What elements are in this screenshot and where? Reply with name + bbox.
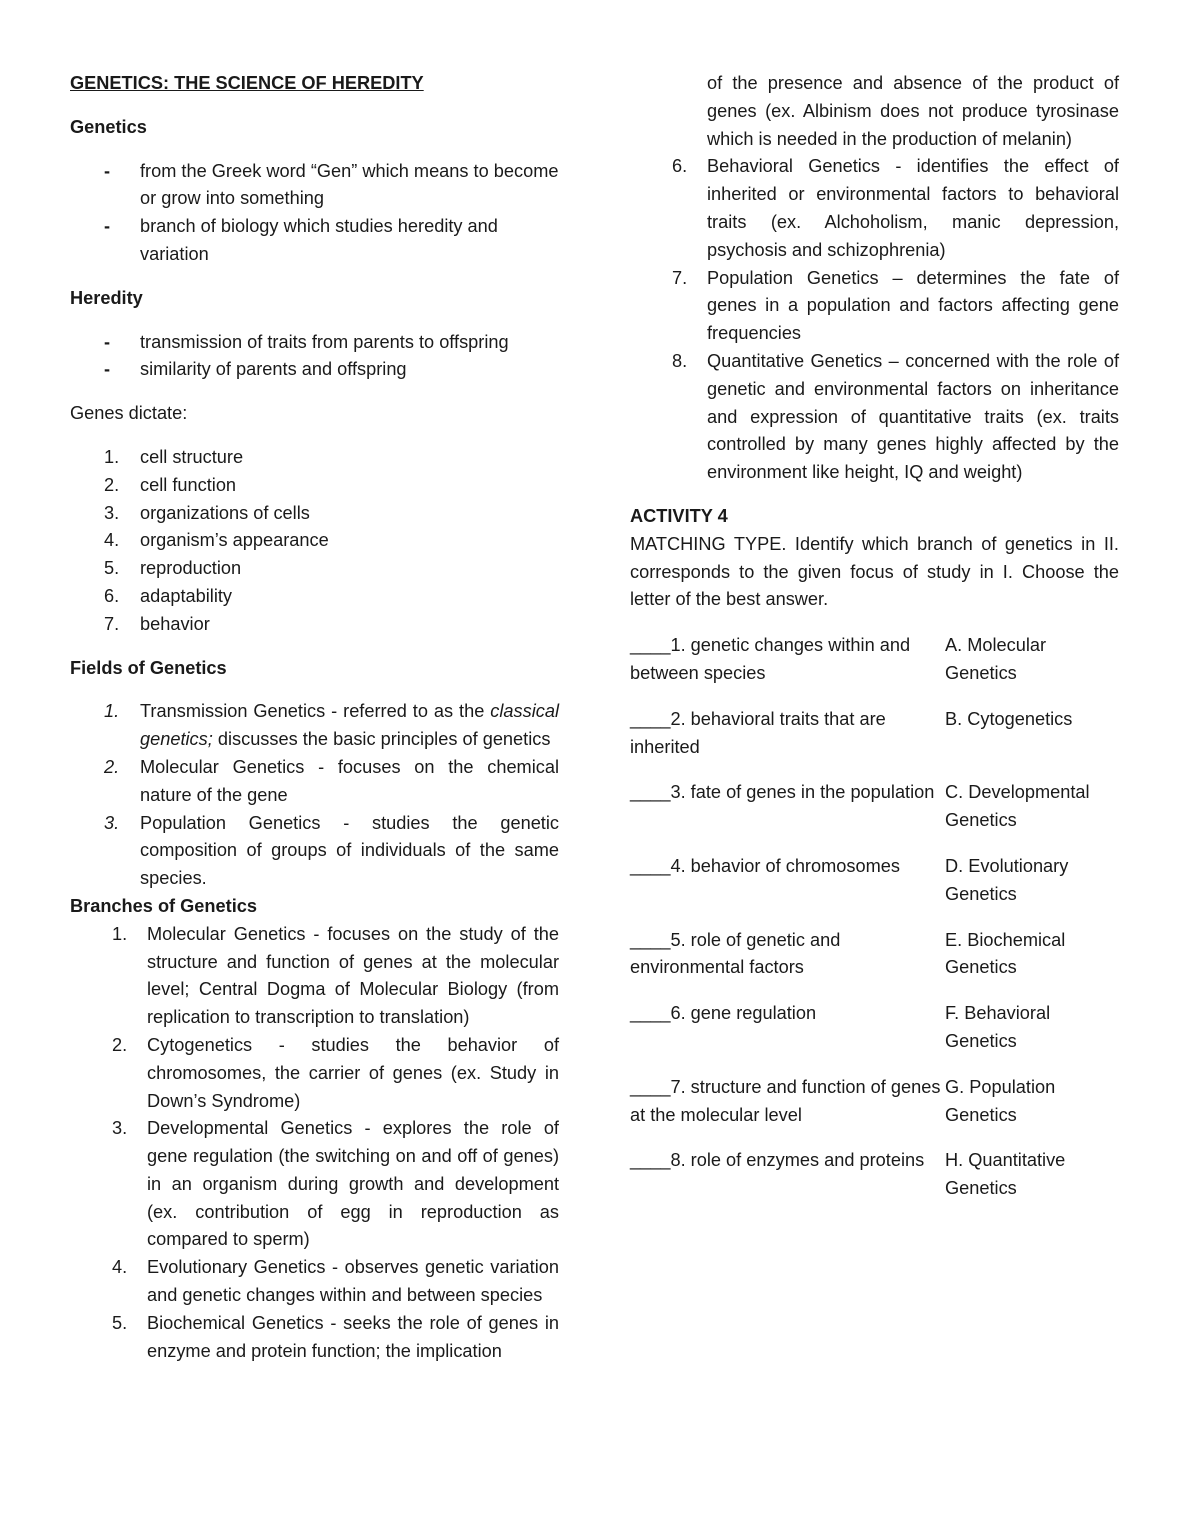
genes-dictate-intro: Genes dictate: <box>70 403 188 424</box>
matching-question: ____7. structure and function of genes at the molecular level <box>630 1076 941 1125</box>
matching-question: ____4. behavior of chromosomes <box>630 855 900 876</box>
heredity-definition-list <box>70 329 559 385</box>
list-item: 3. organizations of cells <box>104 502 310 523</box>
matching-choice: F. Behavioral Genetics <box>945 1003 1051 1051</box>
matching-row <box>630 706 1119 762</box>
dash-bullet: - <box>104 359 111 380</box>
list-item: 8. Quantitative Genetics – concerned with the role of genetic and environmental factors on inheritance and expression of quantitative traits (ex. traits controlled by many genes highly affected by the environment like height, IQ and weight) <box>672 350 1119 483</box>
list-item: 2. Cytogenetics - studies the behavior of chromosomes, the carrier of genes (ex. Study in Down’s Syndrome) <box>112 1034 559 1111</box>
branches-list-continued <box>630 153 1119 487</box>
list-item: 7. Population Genetics – determines the fate of genes in a population and factors affecting gene frequencies <box>672 267 1119 344</box>
matching-choice: D. Evolutionary Genetics <box>945 855 1069 904</box>
dash-bullet: - <box>104 160 111 181</box>
genetics-heading: Genetics <box>70 116 147 137</box>
list-item: 2. cell function <box>104 474 237 495</box>
list-item: 3. Developmental Genetics - explores the role of gene regulation (the switching on and off of genes) in an organism during growth and development (ex. contribution of egg in reproduction as compared to sperm) <box>112 1118 559 1250</box>
list-item: - from the Greek word “Gen” which means to become or grow into something <box>70 158 559 214</box>
matching-choice: C. Developmental Genetics <box>945 782 1090 831</box>
document-title: GENETICS: THE SCIENCE OF HEREDITY <box>70 73 424 93</box>
list-item: 1. Molecular Genetics - focuses on the study of the structure and function of genes at the molecular level; Central Dogma of Molecular Biology (from replication to transcription to translation) <box>112 923 559 1028</box>
matching-choice: H. Quantitative Genetics <box>945 1150 1066 1199</box>
list-item: 1. cell structure <box>104 446 244 467</box>
right-column <box>630 70 1119 1221</box>
matching-question: ____1. genetic changes within and between species <box>630 635 911 683</box>
branches-heading: Branches of Genetics <box>70 895 257 916</box>
genetics-definition-list <box>70 158 559 269</box>
fields-list <box>70 698 559 893</box>
list-item: 5. Biochemical Genetics - seeks the role of genes in enzyme and protein function; the implication <box>112 1312 559 1361</box>
list-item: - transmission of traits from parents to offspring <box>70 329 559 357</box>
dash-bullet: - <box>104 331 111 352</box>
list-item: - branch of biology which studies heredity and variation <box>70 213 559 269</box>
left-column <box>70 70 559 1365</box>
matching-row <box>630 779 1119 835</box>
matching-row <box>630 927 1119 983</box>
matching-row <box>630 853 1119 909</box>
fields-heading: Fields of Genetics <box>70 657 227 678</box>
list-item: 1. Transmission Genetics - referred to as the classical genetics; discusses the basic principles of genetics <box>104 701 559 750</box>
matching-row <box>630 1147 1119 1203</box>
matching-choice: B. Cytogenetics <box>945 708 1073 729</box>
list-item: - similarity of parents and offspring <box>70 356 559 384</box>
activity-title: ACTIVITY 4 <box>630 505 728 526</box>
list-item: 6. adaptability <box>104 585 233 606</box>
matching-choice: E. Biochemical Genetics <box>945 929 1066 978</box>
matching-question: ____3. fate of genes in the population <box>630 782 935 803</box>
matching-choice: G. Population Genetics <box>945 1076 1056 1125</box>
matching-question: ____8. role of enzymes and proteins <box>630 1150 925 1171</box>
matching-table <box>630 632 1119 1203</box>
list-item: 6. Behavioral Genetics - identifies the effect of inherited or environmental factors to behavioral traits (ex. Alchoholism, manic depression, psychosis and schizophrenia) <box>672 156 1119 260</box>
dash-bullet: - <box>104 216 111 237</box>
genes-dictate-list <box>70 444 559 639</box>
branches-list <box>70 921 559 1366</box>
activity-instructions: MATCHING TYPE. Identify which branch of genetics in II. corresponds to the given focus of study in I. Choose the letter of the best answer. <box>630 533 1119 610</box>
matching-row <box>630 1000 1119 1056</box>
list-item: 7. behavior <box>104 613 210 634</box>
list-item: 3. Population Genetics - studies the genetic composition of groups of individuals of the same species. <box>104 812 559 889</box>
branches-item-5-continuation: of the presence and absence of the product of genes (ex. Albinism does not produce tyrosinase which is needed in the production of melanin) <box>707 73 1119 149</box>
matching-question: ____2. behavioral traits that are inherited <box>630 708 886 757</box>
matching-choice: A. Molecular Genetics <box>945 635 1047 683</box>
heredity-heading: Heredity <box>70 287 143 308</box>
list-item: 5. reproduction <box>104 558 242 579</box>
matching-question: ____5. role of genetic and environmental factors <box>630 929 841 978</box>
list-item: 4. Evolutionary Genetics - observes genetic variation and genetic changes within and between species <box>112 1257 559 1306</box>
matching-row <box>630 1074 1119 1130</box>
list-item: 4. organism’s appearance <box>104 530 329 551</box>
matching-row <box>630 632 1119 688</box>
matching-question: ____6. gene regulation <box>630 1003 817 1024</box>
list-item: 2. Molecular Genetics - focuses on the chemical nature of the gene <box>104 756 559 805</box>
